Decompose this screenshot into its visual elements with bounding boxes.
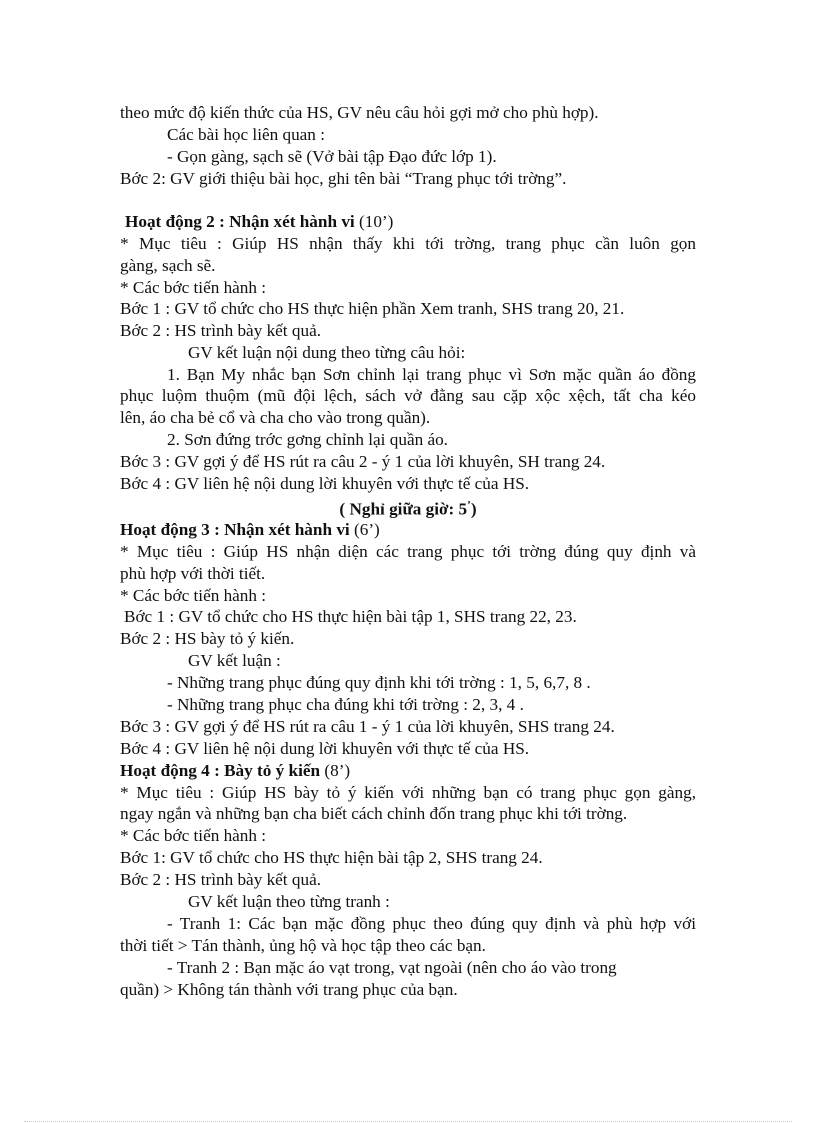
page-bottom-border: [24, 1121, 792, 1122]
text-line: * Các bớc tiến hành :: [120, 826, 267, 845]
break-title: [0, 495, 816, 520]
text-line: - Những trang phục cha đúng khi tới trờng : 2, 3, 4 .: [167, 695, 524, 714]
heading-title: Hoạt động 4 : Bày tỏ ý kiến: [120, 761, 321, 780]
text-line: GV kết luận nội dung theo từng câu hỏi:: [188, 343, 466, 362]
text-line: GV kết luận :: [188, 651, 281, 670]
text-line: quần) > Không tán thành với trang phục của bạn.: [120, 980, 458, 999]
text-line: Bớc 2 : HS trình bày kết quả.: [120, 870, 321, 889]
heading-time: (6’): [349, 520, 380, 539]
heading-activity-4: [120, 760, 350, 781]
break-title-close: ): [470, 499, 477, 519]
text-line: - Gọn gàng, sạch sẽ (Vở bài tập Đạo đức lớp 1).: [167, 147, 497, 166]
text-line: thời tiết > Tán thành, ủng hộ và học tập theo các bạn.: [120, 936, 486, 955]
break-title-text: ( Nghỉ giữa giờ: 5: [339, 499, 468, 519]
text-line: GV kết luận theo từng tranh :: [188, 892, 390, 911]
text-line: * Các bớc tiến hành :: [120, 278, 267, 297]
text-line: Bớc 4 : GV liên hệ nội dung lời khuyên với thực tế của HS.: [120, 739, 530, 758]
heading-time: (8’): [320, 761, 351, 780]
text-line: Các bài học liên quan :: [167, 125, 325, 144]
text-line: - Tranh 1: Các bạn mặc đồng phục theo đúng quy định và phù hợp với: [167, 914, 696, 933]
text-line: 1. Bạn My nhắc bạn Sơn chỉnh lại trang phục vì Sơn mặc quần áo đồng: [167, 365, 696, 384]
text-line: Bớc 3 : GV gợi ý để HS rút ra câu 2 - ý 1 của lời khuyên, SH trang 24.: [120, 452, 606, 471]
text-line: ngay ngắn và những bạn cha biết cách chỉnh đốn trang phục khi tới trờng.: [120, 804, 628, 823]
heading-time: (10’): [354, 212, 394, 231]
text-line: * Mục tiêu : Giúp HS bày tỏ ý kiến với những bạn có trang phục gọn gàng,: [120, 783, 696, 802]
text-line: Bớc 2 : HS trình bày kết quả.: [120, 321, 321, 340]
text-line: phù hợp với thời tiết.: [120, 564, 266, 583]
text-line: 2. Sơn đứng trớc gơng chỉnh lại quần áo.: [167, 430, 448, 449]
heading-activity-3: [120, 519, 380, 540]
text-line: Bớc 1 : GV tổ chức cho HS thực hiện bài tập 1, SHS trang 22, 23.: [124, 607, 577, 626]
text-line: Bớc 1 : GV tổ chức cho HS thực hiện phần Xem tranh, SHS trang 20, 21.: [120, 299, 625, 318]
text-line: * Mục tiêu : Giúp HS nhận thấy khi tới trờng, trang phục cần luôn gọn: [120, 234, 696, 253]
text-line: * Mục tiêu : Giúp HS nhận diện các trang phục tới trờng đúng quy định và: [120, 542, 696, 561]
text-line: Bớc 2 : HS bày tỏ ý kiến.: [120, 629, 295, 648]
text-line: - Những trang phục đúng quy định khi tới trờng : 1, 5, 6,7, 8 .: [167, 673, 591, 692]
text-line: Bớc 1: GV tổ chức cho HS thực hiện bài tập 2, SHS trang 24.: [120, 848, 543, 867]
text-line: * Các bớc tiến hành :: [120, 586, 267, 605]
text-line: - Tranh 2 : Bạn mặc áo vạt trong, vạt ngoài (nên cho áo vào trong: [167, 958, 617, 977]
text-line: phục luộm thuộm (mũ đội lệch, sách vở đằng sau cặp xộc xệch, tất cha kéo: [120, 386, 696, 405]
text-line: Bớc 3 : GV gợi ý để HS rút ra câu 1 - ý 1 của lời khuyên, SHS trang 24.: [120, 717, 615, 736]
text-line: lên, áo cha bẻ cổ và cha cho vào trong quần).: [120, 408, 431, 427]
heading-title: Hoạt động 3 : Nhận xét hành vi: [120, 520, 350, 539]
text-line: theo mức độ kiến thức của HS, GV nêu câu hỏi gợi mở cho phù hợp).: [120, 103, 599, 122]
break-title-mark: ’: [467, 499, 471, 511]
text-line: Bớc 4 : GV liên hệ nội dung lời khuyên với thực tế của HS.: [120, 474, 530, 493]
text-line: gàng, sạch sẽ.: [120, 256, 216, 275]
heading-activity-2: [125, 211, 393, 232]
heading-title: Hoạt động 2 : Nhận xét hành vi: [125, 212, 355, 231]
text-line: Bớc 2: GV giới thiệu bài học, ghi tên bài “Trang phục tới trờng”.: [120, 169, 567, 188]
